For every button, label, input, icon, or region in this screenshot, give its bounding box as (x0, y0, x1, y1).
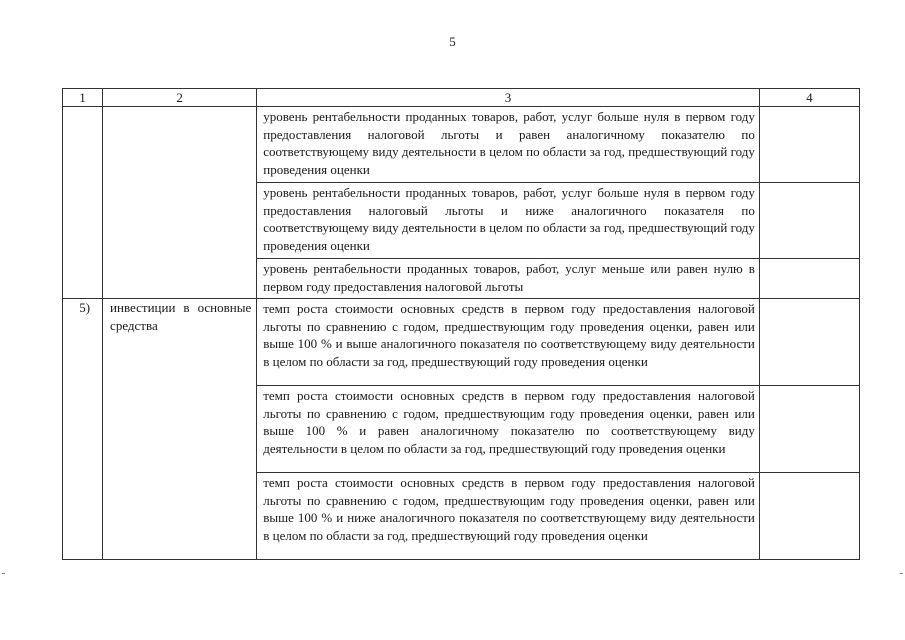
score-cell (759, 386, 859, 473)
condition-cell: темп роста стоимости основных средств в первом году предоставления налоговой льготы по сравнению с годом, предшествующим году проведения оценки, равен или выше 100 % и ниже аналогичного показателя по соответствующему виду деятельности в целом по области за год, предшествующий году проведения оценки (257, 473, 760, 560)
table-row (63, 107, 860, 183)
scan-edge-mark-left (2, 573, 5, 574)
condition-cell: уровень рентабельности проданных товаров, работ, услуг больше нуля в первом году предоставления налоговой льготы и равен аналогичному показателю по соответствующему виду деятельности в целом по области за год, предшествующий году проведения оценки (257, 107, 760, 183)
score-cell (759, 259, 859, 299)
score-cell (759, 473, 859, 560)
header-col-1: 1 (63, 89, 103, 107)
row-number-cell: 5) (63, 299, 103, 560)
score-cell (759, 299, 859, 386)
indicator-name-cell: инвестиции в основные средства (103, 299, 257, 560)
header-col-3: 3 (257, 89, 760, 107)
condition-cell: темп роста стоимости основных средств в первом году предоставления налоговой льготы по сравнению с годом, предшествующим году проведения оценки, равен или выше 100 % и выше аналогичного показателя по соответствующему виду деятельности в целом по области за год, предшествующий году проведения оценки (257, 299, 760, 386)
page-number: 5 (449, 34, 456, 49)
condition-cell: уровень рентабельности проданных товаров, работ, услуг больше нуля в первом году предоставления налоговый льготы и ниже аналогичного показателя по соответствующему виду деятельности в целом по области за год, предшествующий году проведения оценки (257, 183, 760, 259)
criteria-table (62, 88, 860, 560)
row-number-cell (63, 107, 103, 299)
condition-cell: темп роста стоимости основных средств в первом году предоставления налоговой льготы по сравнению с годом, предшествующим году проведения оценки, равен или выше 100 % и равен аналогичному показателю по соответствующему виду деятельности в целом по области за год, предшествующий году проведения оценки (257, 386, 760, 473)
header-col-2: 2 (103, 89, 257, 107)
score-cell (759, 107, 859, 183)
indicator-name-cell (103, 107, 257, 299)
header-col-4: 4 (759, 89, 859, 107)
scan-edge-mark-right (900, 573, 903, 574)
score-cell (759, 183, 859, 259)
condition-cell: уровень рентабельности проданных товаров, работ, услуг меньше или равен нулю в первом году предоставления налоговой льготы (257, 259, 760, 299)
table-row (63, 299, 860, 386)
table-header-row (63, 89, 860, 107)
